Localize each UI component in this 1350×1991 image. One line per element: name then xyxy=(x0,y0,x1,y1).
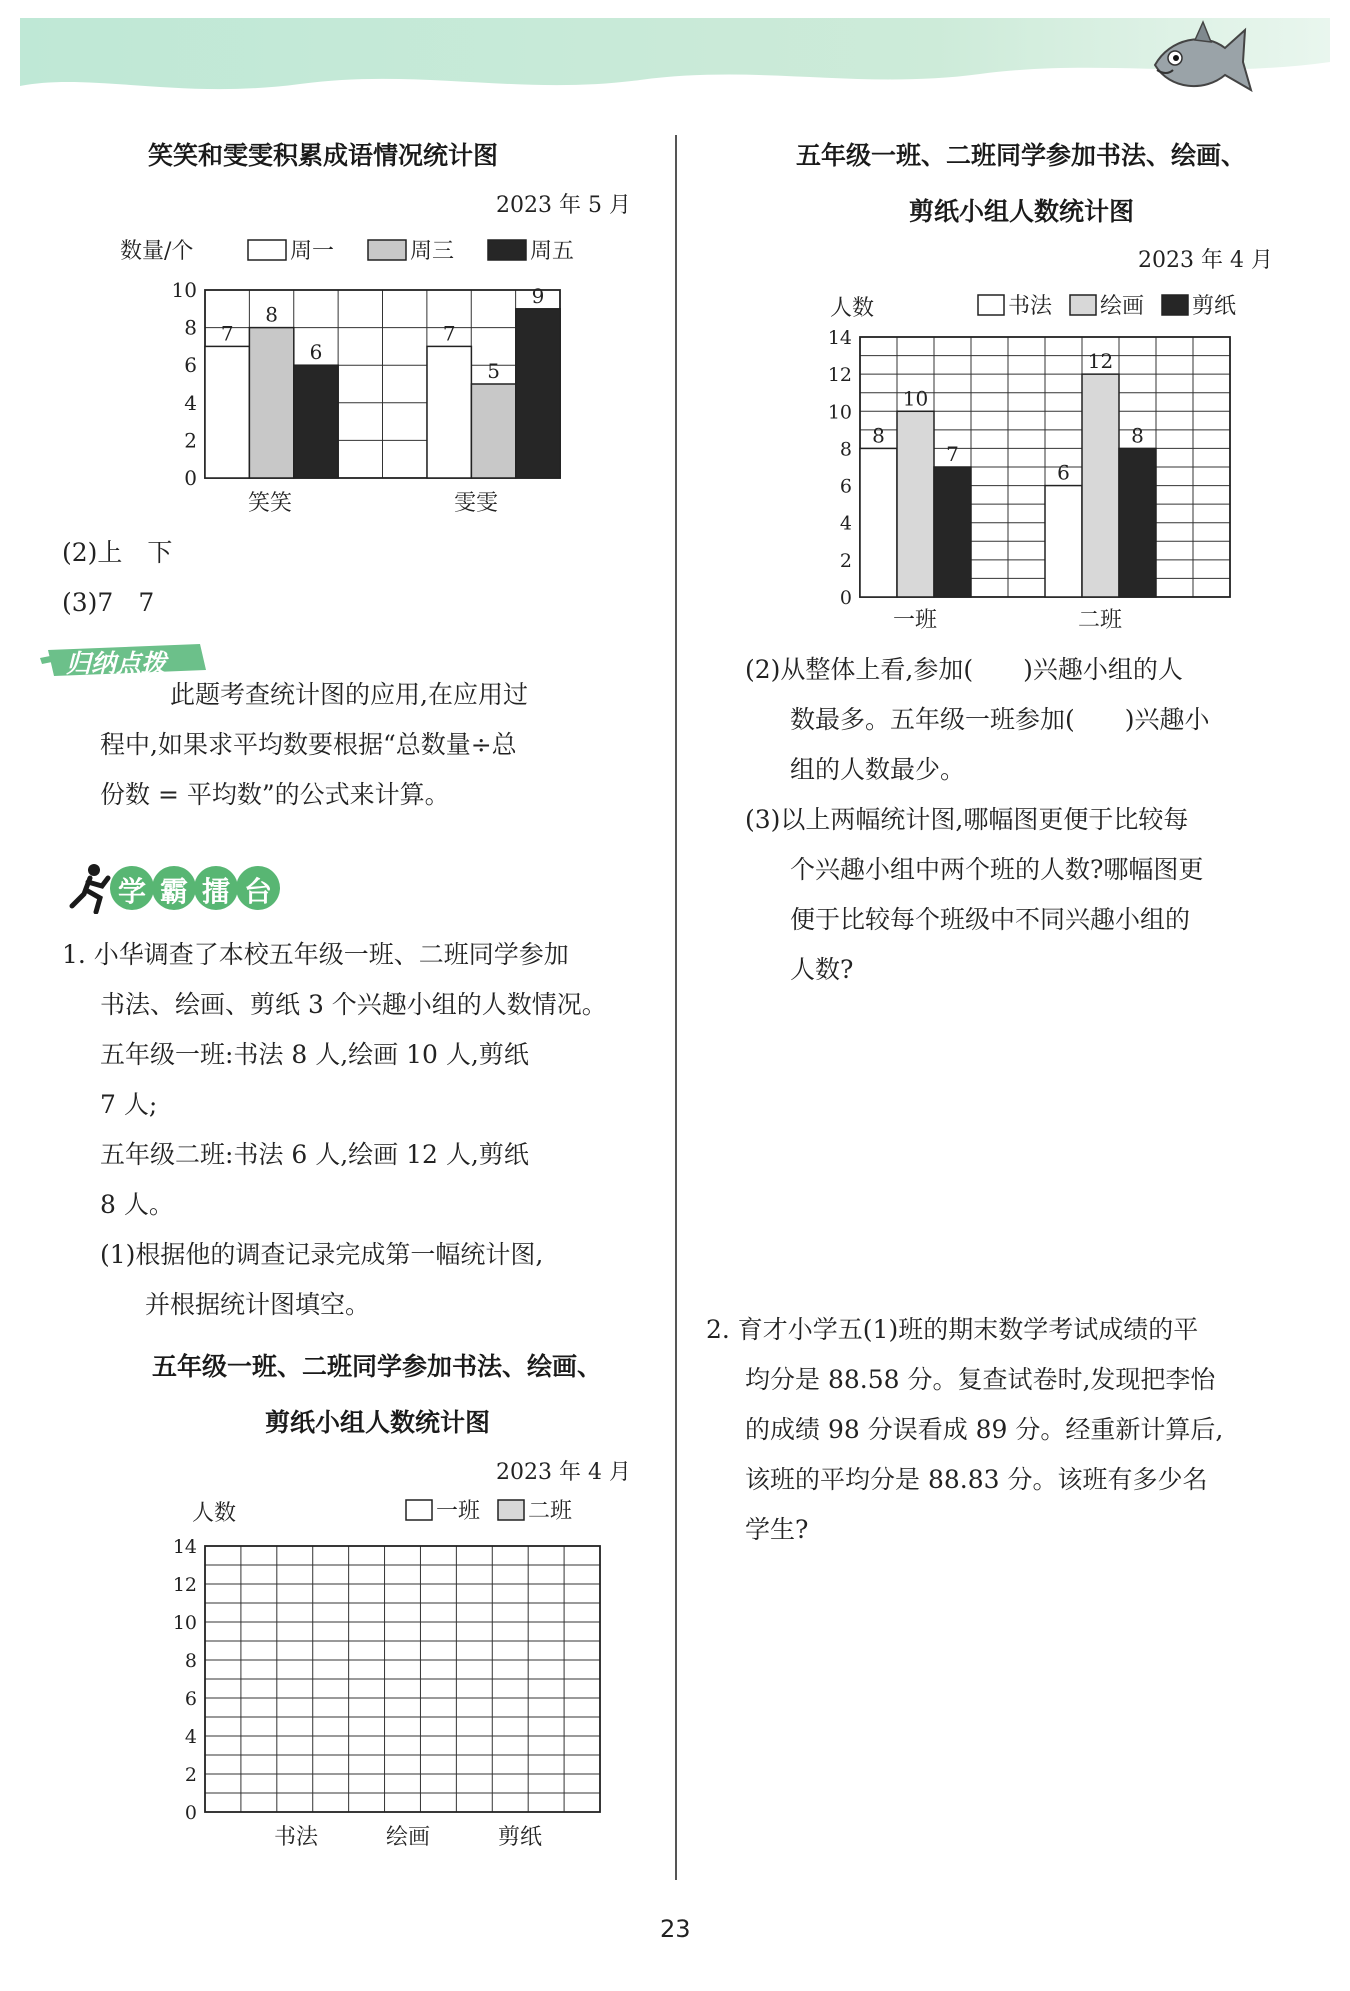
bar xyxy=(471,384,515,478)
data-label: 8 xyxy=(1131,423,1144,448)
column-divider xyxy=(675,135,677,1880)
legend-swatch xyxy=(498,1500,524,1520)
data-label: 7 xyxy=(220,321,234,346)
chart3-title-1: 五年级一班、二班同学参加书法、绘画、 xyxy=(152,1352,603,1381)
q1-part-line-5: 个兴趣小组中两个班的人数?哪幅图更 xyxy=(790,855,1204,884)
y-tick-label: 14 xyxy=(827,327,852,349)
chart2 xyxy=(820,285,1260,655)
q1-part-line-6: 便于比较每个班级中不同兴趣小组的 xyxy=(790,905,1191,934)
q1-line-8: 并根据统计图填空。 xyxy=(145,1290,371,1319)
y-tick-label: 8 xyxy=(184,315,197,340)
chart1 xyxy=(100,228,600,528)
answer-3: (3)7 7 xyxy=(62,588,155,617)
data-label: 7 xyxy=(946,442,959,466)
bar xyxy=(205,346,249,478)
q2-line-5: 学生? xyxy=(745,1515,809,1544)
x-tick-label: 笑笑 xyxy=(247,491,293,516)
q2-line-1: 2. 育才小学五(1)班的期末数学考试成绩的平 xyxy=(706,1315,1199,1344)
y-tick-label: 4 xyxy=(184,390,197,415)
q1-line-4: 7 人; xyxy=(100,1090,158,1119)
y-tick-label: 8 xyxy=(184,1650,197,1672)
legend-swatch xyxy=(1070,295,1096,315)
legend-swatch xyxy=(406,1500,432,1520)
y-tick-label: 14 xyxy=(172,1536,197,1558)
q1-part-line-3: 组的人数最少。 xyxy=(790,755,966,784)
y-tick-label: 4 xyxy=(184,1726,197,1748)
y-tick-label: 0 xyxy=(184,466,197,490)
data-label: 7 xyxy=(442,321,456,346)
data-label: 8 xyxy=(872,423,885,448)
bar xyxy=(897,411,934,597)
legend-label: 剪纸 xyxy=(1192,294,1237,319)
y-tick-label: 10 xyxy=(171,278,197,302)
legend-swatch xyxy=(978,295,1004,315)
x-tick-label: 二班 xyxy=(1077,608,1123,633)
bar xyxy=(294,365,338,478)
legend-label: 周五 xyxy=(530,239,575,264)
data-label: 6 xyxy=(1057,460,1070,485)
summary-badge-label: 归纳点拨 xyxy=(66,649,167,678)
y-tick-label: 8 xyxy=(839,438,852,461)
y-tick-label: 6 xyxy=(184,1688,197,1710)
legend-swatch xyxy=(1162,295,1188,315)
bar xyxy=(1082,374,1119,597)
legend-swatch xyxy=(368,240,406,260)
chart1-date: 2023 年 5 月 xyxy=(496,193,631,218)
y-tick-label: 10 xyxy=(172,1612,197,1634)
y-tick-label: 0 xyxy=(839,587,852,609)
data-label: 12 xyxy=(1087,349,1114,374)
x-tick-label: 绘画 xyxy=(385,1825,431,1850)
x-tick-label: 雯雯 xyxy=(453,491,499,516)
q1-line-5: 五年级二班:书法 6 人,绘画 12 人,剪纸 xyxy=(100,1140,529,1169)
x-tick-label: 书法 xyxy=(273,1825,319,1850)
bar xyxy=(1045,486,1082,597)
section-badge-label: 学霸擂台 xyxy=(118,875,287,908)
chart3-date: 2023 年 4 月 xyxy=(496,1460,631,1485)
q1-line-2: 书法、绘画、剪纸 3 个兴趣小组的人数情况。 xyxy=(100,990,607,1019)
legend-label: 周三 xyxy=(410,239,455,264)
chart3-title-2: 剪纸小组人数统计图 xyxy=(265,1408,491,1437)
y-tick-label: 6 xyxy=(839,475,852,498)
legend-swatch xyxy=(488,240,526,260)
chart2-date: 2023 年 4 月 xyxy=(1138,248,1273,273)
summary-line-1: 此题考查统计图的应用,在应用过 xyxy=(170,680,528,709)
section-badge xyxy=(60,862,300,914)
data-label: 10 xyxy=(902,386,929,411)
bar xyxy=(1119,448,1156,597)
answer-2: (2)上 下 xyxy=(62,538,173,567)
q1-line-1: 1. 小华调查了本校五年级一班、二班同学参加 xyxy=(62,940,569,969)
bar xyxy=(516,309,560,478)
data-label: 8 xyxy=(265,302,278,327)
legend-label: 二班 xyxy=(528,1499,573,1524)
chart2-title-1: 五年级一班、二班同学参加书法、绘画、 xyxy=(796,141,1247,170)
y-axis-label: 人数 xyxy=(192,1501,237,1526)
y-axis-label: 数量/个 xyxy=(120,239,194,264)
q1-part-line-7: 人数? xyxy=(790,955,854,984)
data-label: 5 xyxy=(487,359,500,383)
chart3 xyxy=(160,1490,630,1850)
q2-line-3: 的成绩 98 分误看成 89 分。经重新计算后, xyxy=(745,1415,1224,1444)
q1-part-line-2: 数最多。五年级一班参加( )兴趣小 xyxy=(790,705,1210,734)
bar xyxy=(860,448,897,597)
fish-icon xyxy=(1145,20,1255,105)
y-tick-label: 2 xyxy=(184,428,197,453)
q1-part-line-4: (3)以上两幅统计图,哪幅图更便于比较每 xyxy=(745,805,1189,834)
summary-line-2: 程中,如果求平均数要根据“总数量÷总 xyxy=(100,730,517,759)
bar xyxy=(249,328,293,478)
legend-label: 周一 xyxy=(290,239,335,264)
q1-line-7: (1)根据他的调查记录完成第一幅统计图, xyxy=(100,1240,544,1269)
data-label: 9 xyxy=(531,283,545,308)
legend-label: 绘画 xyxy=(1100,294,1145,319)
legend-label: 一班 xyxy=(436,1499,481,1524)
y-axis-label: 人数 xyxy=(830,296,875,321)
bar xyxy=(934,467,971,597)
y-tick-label: 2 xyxy=(184,1764,197,1786)
y-tick-label: 6 xyxy=(184,353,197,378)
legend-swatch xyxy=(248,240,286,260)
chart2-title-2: 剪纸小组人数统计图 xyxy=(909,197,1135,226)
data-label: 6 xyxy=(309,340,323,365)
q1-line-3: 五年级一班:书法 8 人,绘画 10 人,剪纸 xyxy=(100,1040,529,1069)
chart1-title: 笑笑和雯雯积累成语情况统计图 xyxy=(148,141,499,170)
q1-line-6: 8 人。 xyxy=(100,1190,174,1219)
page-number: 23 xyxy=(660,1915,691,1943)
y-tick-label: 2 xyxy=(839,549,852,572)
q1-part-line-1: (2)从整体上看,参加( )兴趣小组的人 xyxy=(745,655,1183,684)
y-tick-label: 4 xyxy=(839,512,852,535)
legend-label: 书法 xyxy=(1008,294,1053,319)
y-tick-label: 12 xyxy=(172,1574,197,1596)
x-tick-label: 剪纸 xyxy=(497,1825,543,1850)
summary-line-3: 份数 = 平均数”的公式来计算。 xyxy=(100,780,450,809)
q2-line-4: 该班的平均分是 88.83 分。该班有多少名 xyxy=(745,1465,1208,1494)
bar xyxy=(427,346,471,478)
y-tick-label: 0 xyxy=(184,1802,197,1824)
x-tick-label: 一班 xyxy=(892,608,938,633)
y-tick-label: 12 xyxy=(827,364,852,387)
y-tick-label: 10 xyxy=(827,401,852,424)
q2-line-2: 均分是 88.58 分。复查试卷时,发现把李怡 xyxy=(745,1365,1216,1394)
